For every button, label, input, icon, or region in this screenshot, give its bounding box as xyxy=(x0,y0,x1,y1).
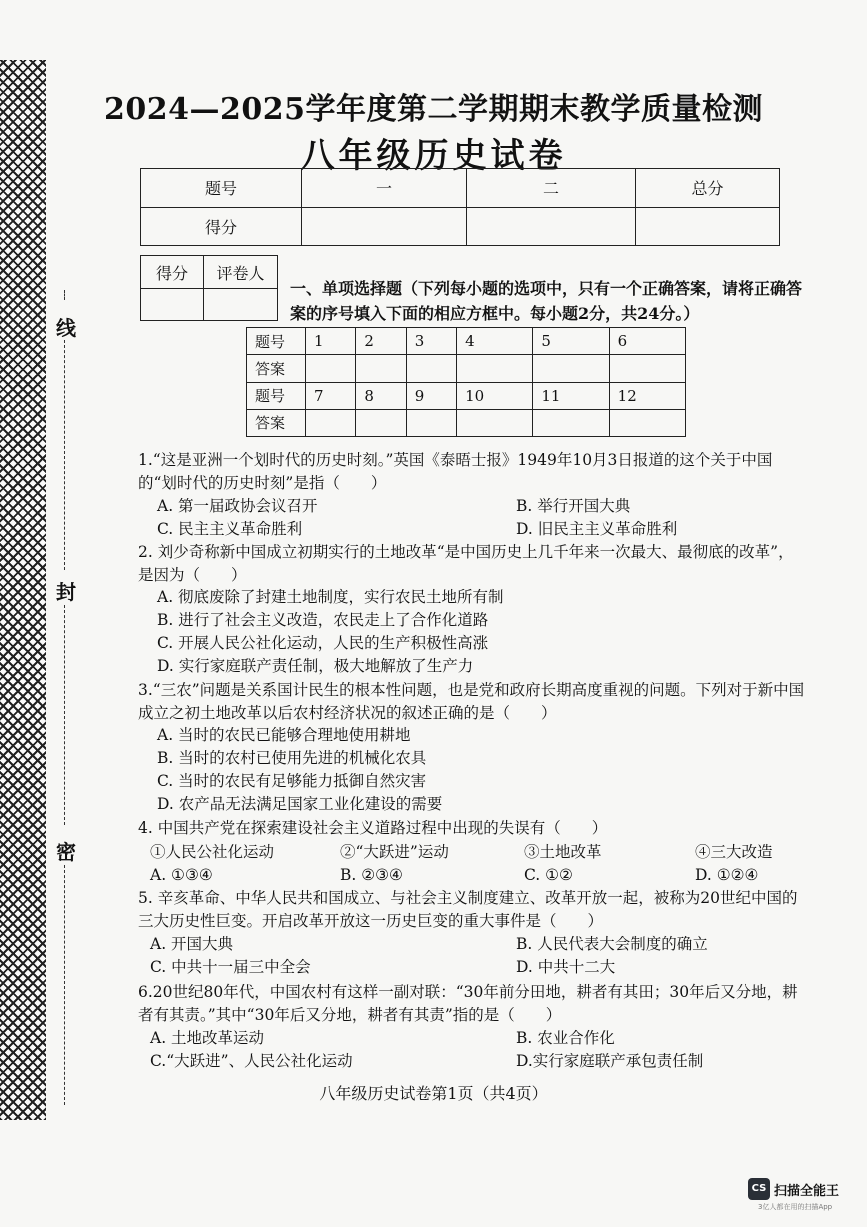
answer-grid xyxy=(246,327,686,437)
answer-box[interactable] xyxy=(356,355,406,382)
question-4-option-b[interactable]: B. ②③④ xyxy=(340,866,403,884)
question-1-option-a[interactable]: A. 第一届政协会议召开 xyxy=(157,497,318,515)
question-number: 4 xyxy=(457,328,533,355)
question-number: 12 xyxy=(609,382,685,409)
cut-line xyxy=(64,605,65,825)
question-number: 1 xyxy=(306,328,356,355)
score-table xyxy=(140,168,780,246)
answer-box[interactable] xyxy=(533,355,609,382)
scanner-logo-icon: CS xyxy=(748,1178,770,1200)
question-number: 3 xyxy=(406,328,456,355)
question-number: 10 xyxy=(457,382,533,409)
question-number: 2 xyxy=(356,328,406,355)
cut-line xyxy=(64,290,65,300)
question-3-option-a[interactable]: A. 当时的农民已能够合理地使用耕地 xyxy=(157,726,411,744)
question-2-option-b[interactable]: B. 进行了社会主义改造，农民走上了合作化道路 xyxy=(157,611,489,629)
question-number: 5 xyxy=(533,328,609,355)
question-3-stem: 3.“三农”问题是关系国计民生的根本性问题，也是党和政府长期高度重视的问题。下列对于新中国成立之初土地改革以后农村经济状况的叙述正确的是（ ） xyxy=(138,681,805,722)
question-4-option-d[interactable]: D. ①②④ xyxy=(695,866,759,884)
question-3-option-c[interactable]: C. 当时的农民有足够能力抵御自然灾害 xyxy=(157,772,427,790)
question-4-item-2: ②“大跃进”运动 xyxy=(340,843,449,861)
question-6-option-d[interactable]: D.实行家庭联产承包责任制 xyxy=(516,1052,704,1070)
question-6-option-c[interactable]: C.“大跃进”、人民公社化运动 xyxy=(150,1052,353,1070)
scanner-tagline: 3亿人都在用的扫描App xyxy=(758,1203,833,1211)
question-1-stem: 1.“这是亚洲一个划时代的历史时刻。”英国《泰晤士报》1949年10月3日报道的这个关于中国的“划时代的历史时刻”是指（ ） xyxy=(138,451,773,492)
question-6-stem: 6.20世纪80年代，中国农村有这样一副对联：“30年前分田地，耕者有其田；30年后又分地，耕者有其责。”其中“30年后又分地，耕者有其责”指的是（ ） xyxy=(138,983,798,1024)
question-1-option-b[interactable]: B. 举行开国大典 xyxy=(516,497,631,515)
margin-bind-char: 密 xyxy=(56,840,76,864)
exam-subtitle: 八年级历史试卷 xyxy=(300,136,567,176)
answer-row-label: 答案 xyxy=(247,409,306,436)
score-header-cell: 总分 xyxy=(636,169,780,208)
question-number: 11 xyxy=(533,382,609,409)
question-4-item-4: ④三大改造 xyxy=(695,843,773,861)
grader-blank-cell[interactable] xyxy=(204,289,278,321)
question-5-option-c[interactable]: C. 中共十一届三中全会 xyxy=(150,958,311,976)
score-blank-cell[interactable] xyxy=(636,207,780,246)
question-5-option-b[interactable]: B. 人民代表大会制度的确立 xyxy=(516,935,708,953)
score-label-cell: 得分 xyxy=(141,207,302,246)
score-blank-cell[interactable] xyxy=(302,207,467,246)
score-blank-cell[interactable] xyxy=(467,207,636,246)
score-header-cell: 一 xyxy=(302,169,467,208)
answer-box[interactable] xyxy=(306,355,356,382)
question-2-option-d[interactable]: D. 实行家庭联产责任制，极大地解放了生产力 xyxy=(157,657,474,675)
cut-line xyxy=(64,340,65,570)
question-2-option-c[interactable]: C. 开展人民公社化运动，人民的生产积极性高涨 xyxy=(157,634,489,652)
question-1-option-d[interactable]: D. 旧民主主义革命胜利 xyxy=(516,520,678,538)
answer-box[interactable] xyxy=(609,409,685,436)
question-3-option-d[interactable]: D. 农产品无法满足国家工业化建设的需要 xyxy=(157,795,443,813)
answer-box[interactable] xyxy=(457,409,533,436)
question-number: 7 xyxy=(306,382,356,409)
question-5-option-d[interactable]: D. 中共十二大 xyxy=(516,958,616,976)
question-4-option-c[interactable]: C. ①② xyxy=(524,866,573,884)
question-number: 9 xyxy=(406,382,456,409)
page-footer: 八年级历史试卷第1页（共4页） xyxy=(319,1084,548,1103)
question-5-stem: 5. 辛亥革命、中华人民共和国成立、与社会主义制度建立、改革开放一起，被称为20世纪中国的三大历史性巨变。开启改革开放这一历史巨变的重大事件是（ ） xyxy=(138,889,798,930)
answer-box[interactable] xyxy=(406,355,456,382)
scanner-app-name: 扫描全能王 xyxy=(774,1184,840,1199)
answer-box[interactable] xyxy=(306,409,356,436)
question-4-item-3: ③土地改革 xyxy=(524,843,602,861)
score-header-cell: 二 xyxy=(467,169,636,208)
answer-row-label: 题号 xyxy=(247,328,306,355)
grader-score-label: 得分 xyxy=(141,256,204,289)
grader-name-label: 评卷人 xyxy=(204,256,278,289)
question-5-option-a[interactable]: A. 开国大典 xyxy=(150,935,234,953)
question-6-option-b[interactable]: B. 农业合作化 xyxy=(516,1029,615,1047)
answer-box[interactable] xyxy=(356,409,406,436)
cut-line xyxy=(64,865,65,1105)
question-4-stem: 4. 中国共产党在探索建设社会主义道路过程中出现的失误有（ ） xyxy=(138,819,608,837)
question-1-option-c[interactable]: C. 民主主义革命胜利 xyxy=(157,520,303,538)
exam-title: 2024—2025学年度第二学期期末教学质量检测 xyxy=(104,92,763,127)
grader-blank-cell[interactable] xyxy=(141,289,204,321)
question-4-option-a[interactable]: A. ①③④ xyxy=(150,866,213,884)
answer-row-label: 题号 xyxy=(247,382,306,409)
score-header-cell: 题号 xyxy=(141,169,302,208)
margin-seal-char: 封 xyxy=(56,580,76,604)
question-number: 6 xyxy=(609,328,685,355)
answer-box[interactable] xyxy=(406,409,456,436)
binding-pattern xyxy=(0,60,46,1120)
question-4-item-1: ①人民公社化运动 xyxy=(150,843,275,861)
scanner-watermark xyxy=(748,1178,860,1218)
answer-box[interactable] xyxy=(609,355,685,382)
margin-line-char: 线 xyxy=(56,316,76,340)
question-number: 8 xyxy=(356,382,406,409)
answer-row-label: 答案 xyxy=(247,355,306,382)
answer-box[interactable] xyxy=(533,409,609,436)
section-heading: 一、单项选择题（下列每小题的选项中，只有一个正确答案，请将正确答案的序号填入下面的相应方框中。每小题2分，共24分。） xyxy=(290,279,803,323)
question-6-option-a[interactable]: A. 土地改革运动 xyxy=(150,1029,265,1047)
question-2-stem: 2. 刘少奇称新中国成立初期实行的土地改革“是中国历史上几千年来一次最大、最彻底的改革”，是因为（ ） xyxy=(138,543,794,584)
question-2-option-a[interactable]: A. 彻底废除了封建土地制度，实行农民土地所有制 xyxy=(157,588,504,606)
answer-box[interactable] xyxy=(457,355,533,382)
question-3-option-b[interactable]: B. 当时的农村已使用先进的机械化农具 xyxy=(157,749,427,767)
grader-table xyxy=(140,255,278,321)
